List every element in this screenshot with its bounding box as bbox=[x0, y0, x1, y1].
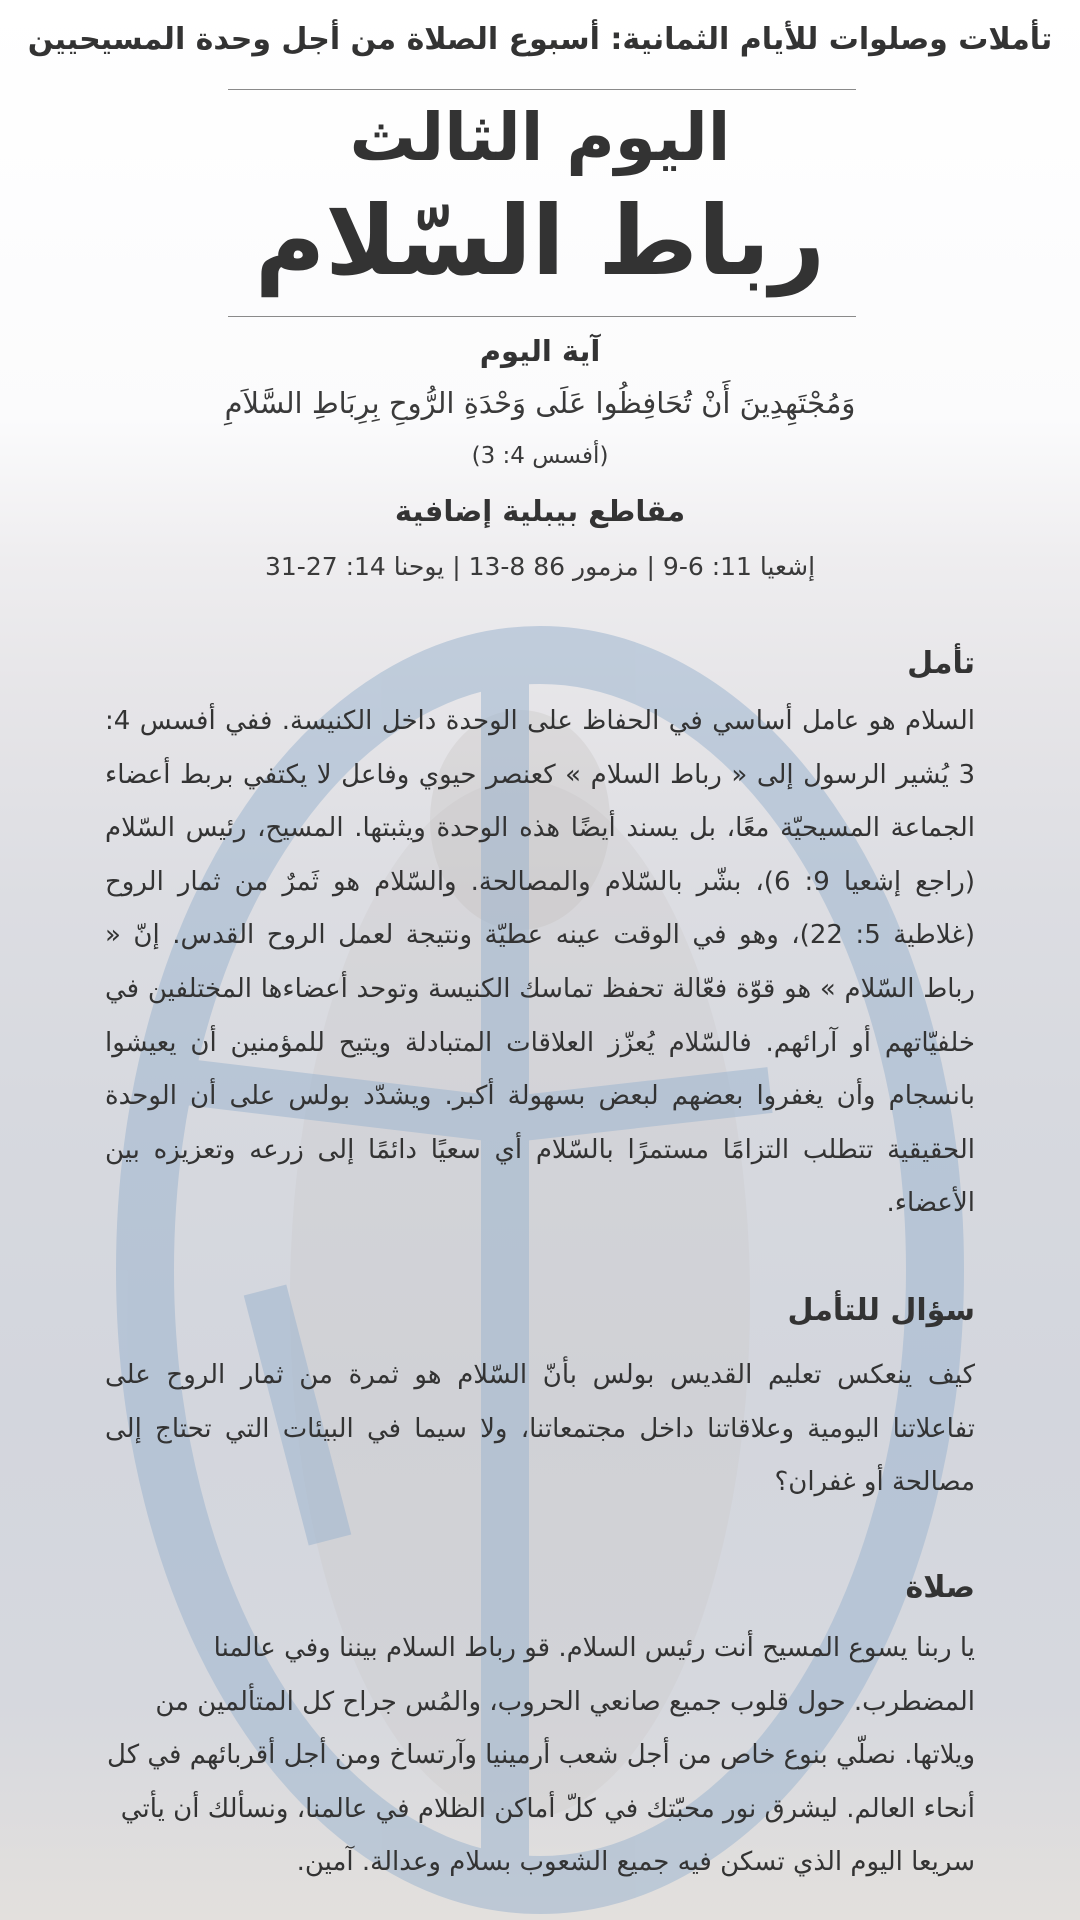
verse-heading: آية اليوم bbox=[479, 334, 601, 368]
prayer-heading: صلاة bbox=[905, 1570, 975, 1605]
additional-passages-references: إشعيا 11: 6-9 | مزمور 86 8-13 | يوحنا 14: 27-31 bbox=[264, 552, 816, 581]
day-title: اليوم الثالث bbox=[349, 99, 731, 176]
reflection-question-text: كيف ينعكس تعليم القديس بولس بأنّ السّلام هو ثمرة من ثمار الروح على تفاعلاتنا اليومية وعلاقاتنا داخل مجتمعاتنا، ولا سيما في البيئات التي تحتاج إلى مصالحة أو غفران؟ bbox=[105, 1360, 975, 1498]
verse-text: وَمُجْتَهِدِينَ أَنْ تُحَافِظُوا عَلَى وَحْدَةِ الرُّوحِ بِرِبَاطِ السَّلاَمِ bbox=[224, 386, 856, 420]
additional-passages-heading: مقاطع بيبلية إضافية bbox=[394, 494, 686, 528]
series-title: تأملات وصلوات للأيام الثمانية: أسبوع الصلاة من أجل وحدة المسيحيين bbox=[27, 22, 1053, 57]
verse-reference: (أفسس 4: 3) bbox=[471, 443, 609, 469]
prayer-text: يا ربنا يسوع المسيح أنت رئيس السلام. قو رباط السلام بيننا وفي عالمنا المضطرب. حول قلوب جميع صانعي الحروب، والمُس جراح كل المتألمين من ويلاتها. نصلّي بنوع خاص من أجل شعب أرمينيا وآرتساخ ومن أجل أقربائهم في كل أنحاء العالم. ليشرق نور محبّتك في كلّ أماكن الظلام في عالمنا، ونسألك أن يأتي سريعا اليوم الذي تسكن فيه جميع الشعوب بسلام وعدالة. آمين. bbox=[107, 1633, 975, 1878]
top-divider bbox=[228, 89, 856, 90]
theme-title: رباط السّلام bbox=[254, 185, 826, 297]
reflection-question-heading: سؤال للتأمل bbox=[787, 1293, 975, 1328]
meditation-heading: تأمل bbox=[907, 646, 975, 681]
bottom-divider bbox=[228, 316, 856, 317]
meditation-text: السلام هو عامل أساسي في الحفاظ على الوحدة داخل الكنيسة. ففي أفسس 4: 3 يُشير الرسول إلى « رباط السلام » كعنصر حيوي وفاعل لا يكتفي بربط أعضاء الجماعة المسيحيّة معًا، بل يسند أيضًا هذه الوحدة ويثبتها. المسيح، رئيس السّلام (راجع إشعيا 9: 6)، بشّر بالسّلام والمصالحة. والسّلام هو ثَمرٌ من ثمار الروح (غلاطية 5: 22)، وهو في الوقت عينه عطيّة ونتيجة لعمل الروح القدس. إنّ « رباط السّلام » هو قوّة فعّالة تحفظ تماسك الكنيسة وتوحد أعضاءها المختلفين في خلفيّاتهم أو آرائهم. فالسّلام يُعزّز العلاقات المتبادلة ويتيح للمؤمنين أن يعيشوا بانسجام وأن يغفروا بعضهم لبعض بسهولة أكبر. ويشدّد بولس على أن الوحدة الحقيقية تتطلب التزامًا مستمرًا بالسّلام أي سعيًا دائمًا إلى زرعه وتعزيزه بين الأعضاء. bbox=[105, 706, 976, 1219]
